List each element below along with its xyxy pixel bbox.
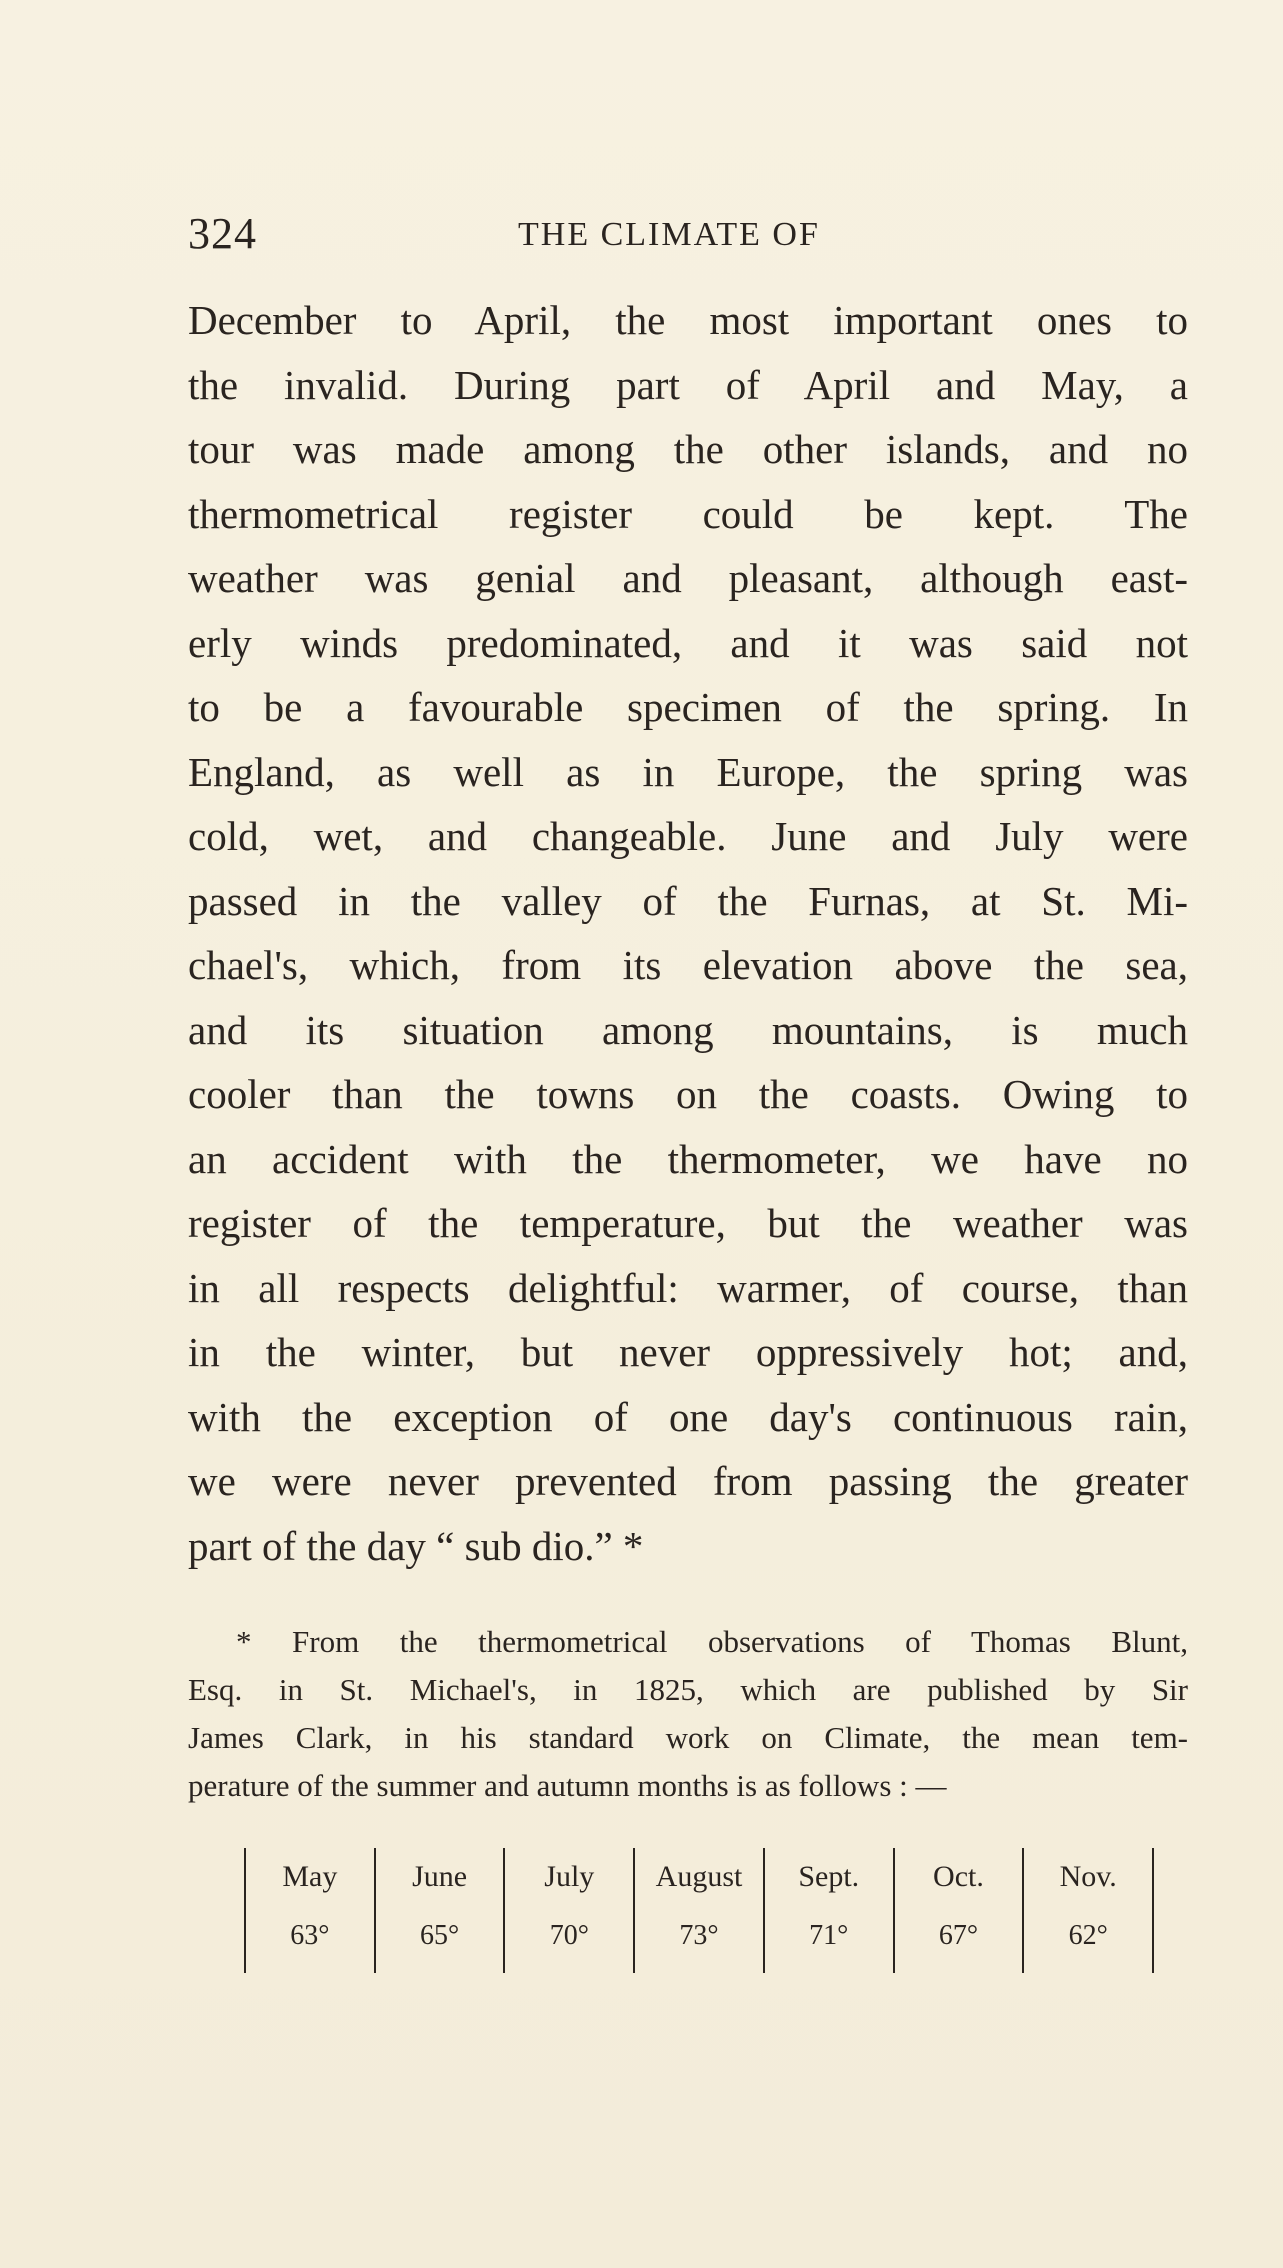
temperature-value: 71° [809,1920,849,1951]
body-line: an accident with the thermometer, we have no [188,1135,1188,1182]
body-line: with the exception of one day's continuous rain, [188,1393,1188,1440]
body-line: erly winds predominated, and it was said not [188,619,1188,666]
body-line: to be a favourable specimen of the spring. In [188,684,1188,730]
body-line: register of the temperature, but the weather was [188,1200,1188,1246]
body-line: December to April, the most important ones to [188,297,1188,343]
month-label: Nov. [1059,1860,1117,1893]
temperature-table [244,1848,1154,1973]
body-text [188,288,1188,1578]
table-column-may [246,1848,376,1973]
body-line: in all respects delightful: warmer, of course, than [188,1264,1188,1311]
footnote-line: Esq. in St. Michael's, in 1825, which are published by Sir [188,1672,1188,1707]
body-line: part of the day “ sub dio.” * [188,1522,644,1569]
body-line: thermometrical register could be kept. The [188,490,1188,537]
table-column-oct [895,1848,1025,1973]
body-line: chael's, which, from its elevation above the sea, [188,942,1188,988]
month-label: Sept. [798,1860,860,1893]
table-column-june [376,1848,506,1973]
table-column-july [505,1848,635,1973]
body-line: tour was made among the other islands, and no [188,426,1188,472]
footnote-line: * From the thermometrical observations of Thomas Blunt, [236,1624,1188,1659]
body-line: weather was genial and pleasant, although east- [188,555,1188,601]
body-line: England, as well as in Europe, the spring was [188,748,1188,795]
running-title: THE CLIMATE OF [518,216,820,253]
table-column-nov [1024,1848,1152,1973]
table-column-august [635,1848,765,1973]
month-label: August [655,1860,743,1893]
temperature-value: 70° [549,1920,589,1951]
body-line: we were never prevented from passing the greater [188,1458,1188,1504]
page-header [188,208,1188,268]
temperature-value: 67° [938,1920,979,1951]
page-number: 324 [188,209,257,258]
temperature-value: 65° [419,1920,460,1951]
footnote [188,1618,1188,1810]
body-line: passed in the valley of the Furnas, at St. Mi- [188,877,1188,924]
table-column-sept [765,1848,895,1973]
footnote-line: James Clark, in his standard work on Climate, the mean tem- [188,1720,1188,1755]
month-label: July [544,1860,595,1893]
body-line: in the winter, but never oppressively hot; and, [188,1329,1188,1375]
temperature-value: 73° [679,1920,719,1951]
body-line: the invalid. During part of April and May, a [188,361,1188,408]
month-label: May [282,1860,338,1893]
body-line: cooler than the towns on the coasts. Owing to [188,1071,1188,1117]
body-line: cold, wet, and changeable. June and July were [188,813,1188,859]
temperature-value: 62° [1068,1920,1108,1951]
temperature-value: 63° [290,1920,330,1951]
footnote-line: perature of the summer and autumn months is as follows : — [188,1768,947,1803]
month-label: Oct. [933,1860,984,1893]
month-label: June [412,1860,468,1893]
body-line: and its situation among mountains, is much [188,1006,1188,1053]
